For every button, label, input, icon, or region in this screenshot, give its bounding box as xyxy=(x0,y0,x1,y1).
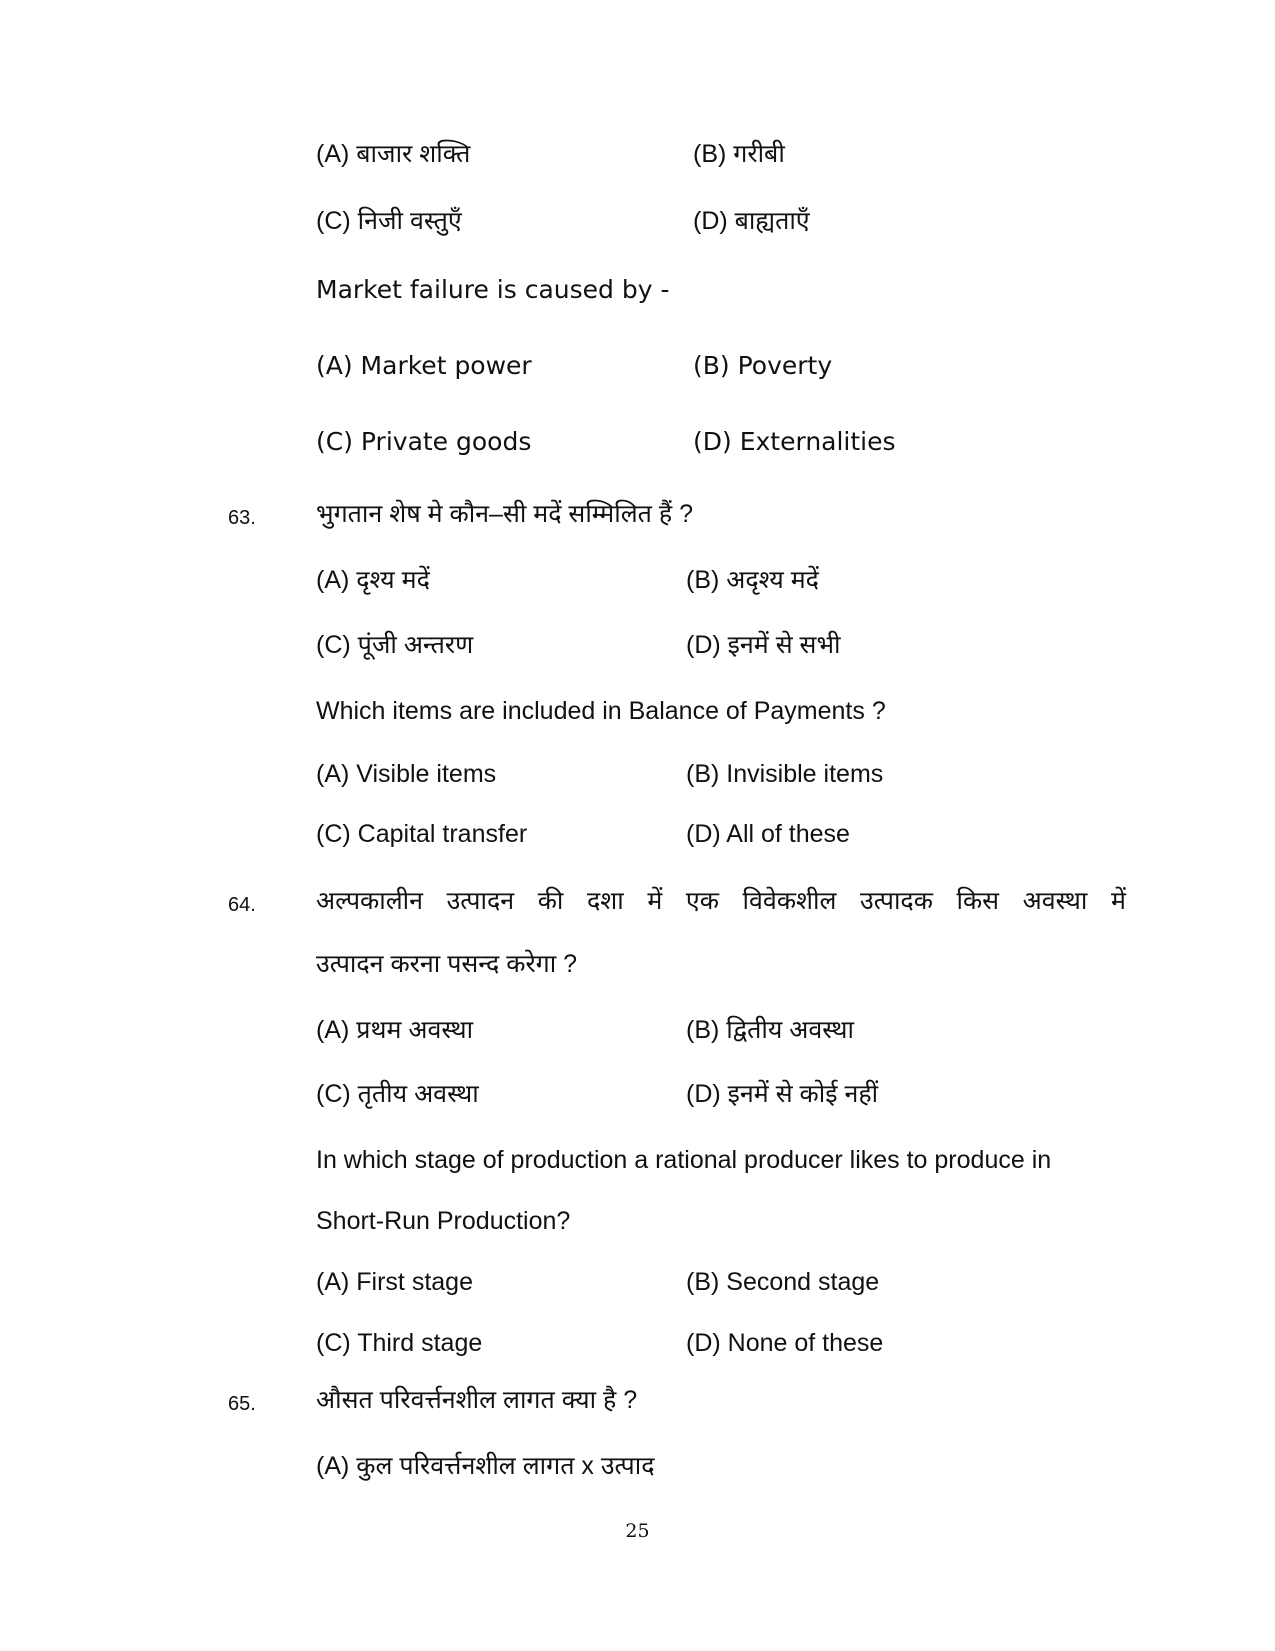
q64-option-b-hindi: (B) द्वितीय अवस्था xyxy=(686,1016,854,1044)
q65-question-hindi: औसत परिवर्त्तनशील लागत क्या है ? xyxy=(316,1386,638,1414)
q63-option-c-english: (C) Capital transfer xyxy=(316,820,528,848)
prev-option-a-english: (A) Market power xyxy=(316,351,532,380)
prev-option-c-hindi: (C) निजी वस्तुएँ xyxy=(316,207,462,235)
prev-question-english: Market failure is caused by - xyxy=(316,275,670,304)
prev-option-b-english: (B) Poverty xyxy=(693,351,833,380)
q63-option-b-hindi: (B) अदृश्य मदें xyxy=(686,566,819,594)
q64-option-d-english: (D) None of these xyxy=(686,1329,884,1357)
q64-word: अवस्था xyxy=(1022,887,1088,915)
q63-option-b-english: (B) Invisible items xyxy=(686,760,884,788)
q64-word: दशा xyxy=(587,887,624,915)
question-number-65: 65. xyxy=(228,1393,256,1415)
q64-word: विवेकशील xyxy=(742,887,837,915)
q65-option-a-hindi: (A) कुल परिवर्त्तनशील लागत x उत्पाद xyxy=(316,1452,655,1480)
q63-option-c-hindi: (C) पूंजी अन्तरण xyxy=(316,631,474,659)
prev-option-a-hindi: (A) बाजार शक्ति xyxy=(316,140,471,168)
q64-question-english-line1: In which stage of production a rational producer likes to produce in xyxy=(316,1146,1052,1174)
q64-word: अल्पकालीन xyxy=(316,887,424,915)
prev-option-d-english: (D) Externalities xyxy=(693,427,896,456)
prev-option-d-hindi: (D) बाह्यताएँ xyxy=(693,207,810,235)
q63-option-d-english: (D) All of these xyxy=(686,820,850,848)
q63-option-a-hindi: (A) दृश्य मदें xyxy=(316,566,430,594)
q64-question-hindi-line2: उत्पादन करना पसन्द करेगा ? xyxy=(316,950,578,978)
q64-word: उत्पादक xyxy=(860,887,933,915)
q64-option-d-hindi: (D) इनमें से कोई नहीं xyxy=(686,1080,879,1108)
q64-word: में xyxy=(1110,887,1126,915)
q63-question-hindi: भुगतान शेष मे कौन–सी मदें सम्मिलित हैं ? xyxy=(316,500,693,528)
q63-option-a-english: (A) Visible items xyxy=(316,760,497,788)
question-number-63: 63. xyxy=(228,507,256,529)
q64-option-a-english: (A) First stage xyxy=(316,1268,473,1296)
q63-question-english: Which items are included in Balance of Payments ? xyxy=(316,697,886,725)
q64-option-a-hindi: (A) प्रथम अवस्था xyxy=(316,1016,474,1044)
q64-word: में xyxy=(647,887,663,915)
prev-option-b-hindi: (B) गरीबी xyxy=(693,140,785,168)
q64-option-b-english: (B) Second stage xyxy=(686,1268,880,1296)
q63-option-d-hindi: (D) इनमें से सभी xyxy=(686,631,841,659)
prev-option-c-english: (C) Private goods xyxy=(316,427,532,456)
q64-question-hindi-line1 xyxy=(316,884,1126,918)
page-number: 25 xyxy=(625,1520,650,1542)
q64-word: एक xyxy=(685,887,719,915)
q64-word: किस xyxy=(956,887,1000,915)
q64-word: उत्पादन xyxy=(446,887,515,915)
q64-question-english-line2: Short-Run Production? xyxy=(316,1207,571,1235)
q64-option-c-hindi: (C) तृतीय अवस्था xyxy=(316,1080,479,1108)
q64-option-c-english: (C) Third stage xyxy=(316,1329,483,1357)
q64-word: की xyxy=(537,887,564,915)
question-number-64: 64. xyxy=(228,894,256,916)
